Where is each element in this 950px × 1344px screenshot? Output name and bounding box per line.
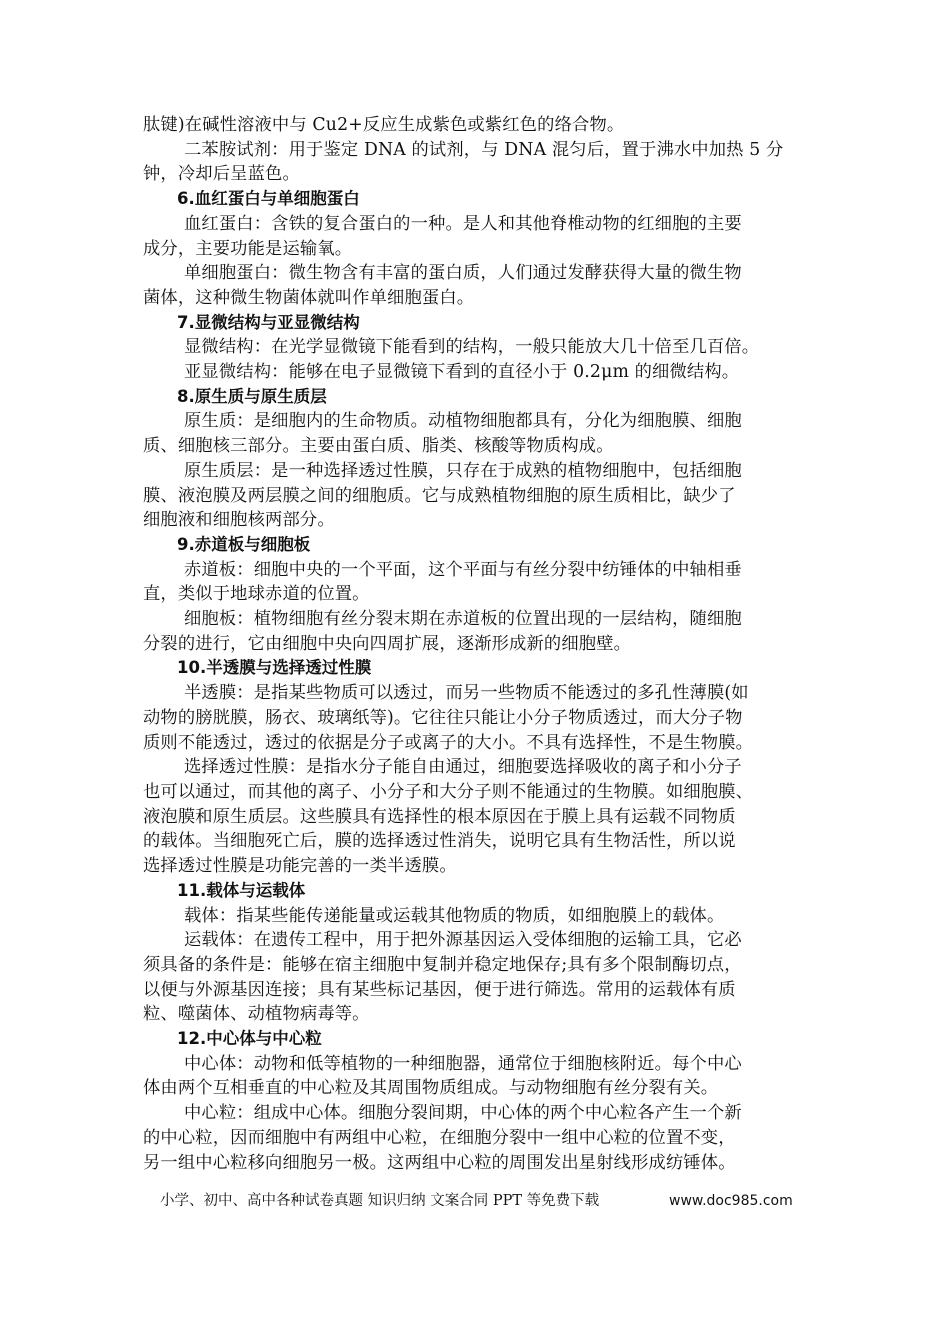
- paragraph-line: 选择透过性膜是功能完善的一类半透膜。: [143, 856, 457, 877]
- section-heading: 8.原生质与原生质层: [177, 386, 327, 406]
- paragraph-line: 单细胞蛋白：微生物含有丰富的蛋白质，人们通过发酵获得大量的微生物: [184, 263, 742, 284]
- section-heading: 6.血红蛋白与单细胞蛋白: [177, 189, 360, 209]
- paragraph-line: 动物的膀胱膜，肠衣、玻璃纸等)。它往往只能让小分子物质透过，而大分子物: [143, 707, 743, 728]
- section-heading: 9.赤道板与细胞板: [177, 534, 311, 554]
- paragraph-line: 中心粒：组成中心体。细胞分裂间期，中心体的两个中心粒各产生一个新: [184, 1103, 742, 1124]
- paragraph-line: 显微结构：在光学显微镜下能看到的结构，一般只能放大几十倍至几百倍。: [184, 337, 760, 358]
- paragraph-line: 肽键)在碱性溶液中与 Cu2+反应生成紫色或紫红色的络合物。: [143, 115, 625, 135]
- paragraph-line: 粒、噬菌体、动植物病毒等。: [143, 1004, 370, 1025]
- paragraph-line: 膜、液泡膜及两层膜之间的细胞质。它与成熟植物细胞的原生质相比，缺少了: [143, 485, 736, 506]
- paragraph-line: 须具备的条件是：能够在宿主细胞中复制并稳定地保存;具有多个限制酶切点，: [143, 954, 742, 975]
- section-heading: 7.显微结构与亚显微结构: [177, 312, 360, 332]
- paragraph-line: 中心体：动物和低等植物的一种细胞器，通常位于细胞核附近。每个中心: [184, 1053, 742, 1074]
- paragraph-line: 体由两个互相垂直的中心粒及其周围物质组成。与动物细胞有丝分裂有关。: [143, 1078, 719, 1099]
- paragraph-line: 血红蛋白：含铁的复合蛋白的一种。是人和其他脊椎动物的红细胞的主要: [184, 213, 742, 234]
- paragraph-line: 载体：指某些能传递能量或运载其他物质的物质，如细胞膜上的载体。: [184, 905, 725, 926]
- footer-text: 小学、初中、高中各种试卷真题 知识归纳 文案合同 PPT 等免费下载: [160, 1193, 600, 1209]
- paragraph-line: 直，类似于地球赤道的位置。: [143, 584, 370, 605]
- paragraph-line: 细胞板：植物细胞有丝分裂末期在赤道板的位置出现的一层结构，随细胞: [184, 609, 742, 630]
- paragraph-line: 细胞液和细胞核两部分。: [143, 510, 335, 531]
- paragraph-line: 质则不能透过，透过的依据是分子或离子的大小。不具有选择性，不是生物膜。: [143, 732, 754, 753]
- paragraph-line: 二苯胺试剂：用于鉴定 DNA 的试剂，与 DNA 混匀后，置于沸水中加热 5 分: [184, 139, 784, 160]
- section-heading: 11.载体与运载体: [177, 880, 306, 900]
- paragraph-line: 钟，冷却后呈蓝色。: [143, 164, 300, 185]
- paragraph-line: 的载体。当细胞死亡后，膜的选择透过性消失，说明它具有生物活性，所以说: [143, 831, 736, 852]
- paragraph-line: 另一组中心粒移向细胞另一极。这两组中心粒的周围发出星射线形成纺锤体。: [143, 1152, 736, 1173]
- page-footer: [160, 1190, 800, 1212]
- paragraph-line: 赤道板：细胞中央的一个平面，这个平面与有丝分裂中纺锤体的中轴相垂: [184, 559, 742, 580]
- paragraph-line: 运载体：在遗传工程中，用于把外源基因运入受体细胞的运输工具，它必: [184, 930, 742, 951]
- paragraph-line: 成分，主要功能是运输氧。: [143, 238, 353, 259]
- paragraph-line: 原生质层：是一种选择透过性膜，只存在于成熟的植物细胞中，包括细胞: [184, 460, 742, 481]
- paragraph-line: 液泡膜和原生质层。这些膜具有选择性的根本原因在于膜上具有运载不同物质: [143, 806, 736, 827]
- document-body: [143, 113, 808, 1175]
- footer-url[interactable]: www.doc985.com: [669, 1193, 793, 1209]
- paragraph-line: 以便与外源基因连接；具有某些标记基因，便于进行筛选。常用的运载体有质: [143, 979, 736, 1000]
- paragraph-line: 原生质：是细胞内的生命物质。动植物细胞都具有，分化为细胞膜、细胞: [184, 411, 742, 432]
- paragraph-line: 质、细胞核三部分。主要由蛋白质、脂类、核酸等物质构成。: [143, 436, 614, 457]
- paragraph-line: 选择透过性膜：是指水分子能自由通过，细胞要选择吸收的离子和小分子: [184, 757, 742, 778]
- paragraph-line: 分裂的进行，它由细胞中央向四周扩展，逐渐形成新的细胞壁。: [143, 633, 632, 654]
- paragraph-line: 亚显微结构：能够在电子显微镜下看到的直径小于 0.2μm 的细微结构。: [184, 362, 740, 383]
- section-heading: 10.半透膜与选择透过性膜: [177, 658, 372, 678]
- paragraph-line: 的中心粒，因而细胞中有两组中心粒，在细胞分裂中一组中心粒的位置不变，: [143, 1127, 736, 1148]
- section-heading: 12.中心体与中心粒: [177, 1029, 322, 1049]
- paragraph-line: 菌体，这种微生物菌体就叫作单细胞蛋白。: [143, 287, 475, 308]
- paragraph-line: 也可以通过，而其他的离子、小分子和大分子则不能通过的生物膜。如细胞膜、: [143, 781, 754, 802]
- paragraph-line: 半透膜：是指某些物质可以透过，而另一些物质不能透过的多孔性薄膜(如: [184, 683, 749, 704]
